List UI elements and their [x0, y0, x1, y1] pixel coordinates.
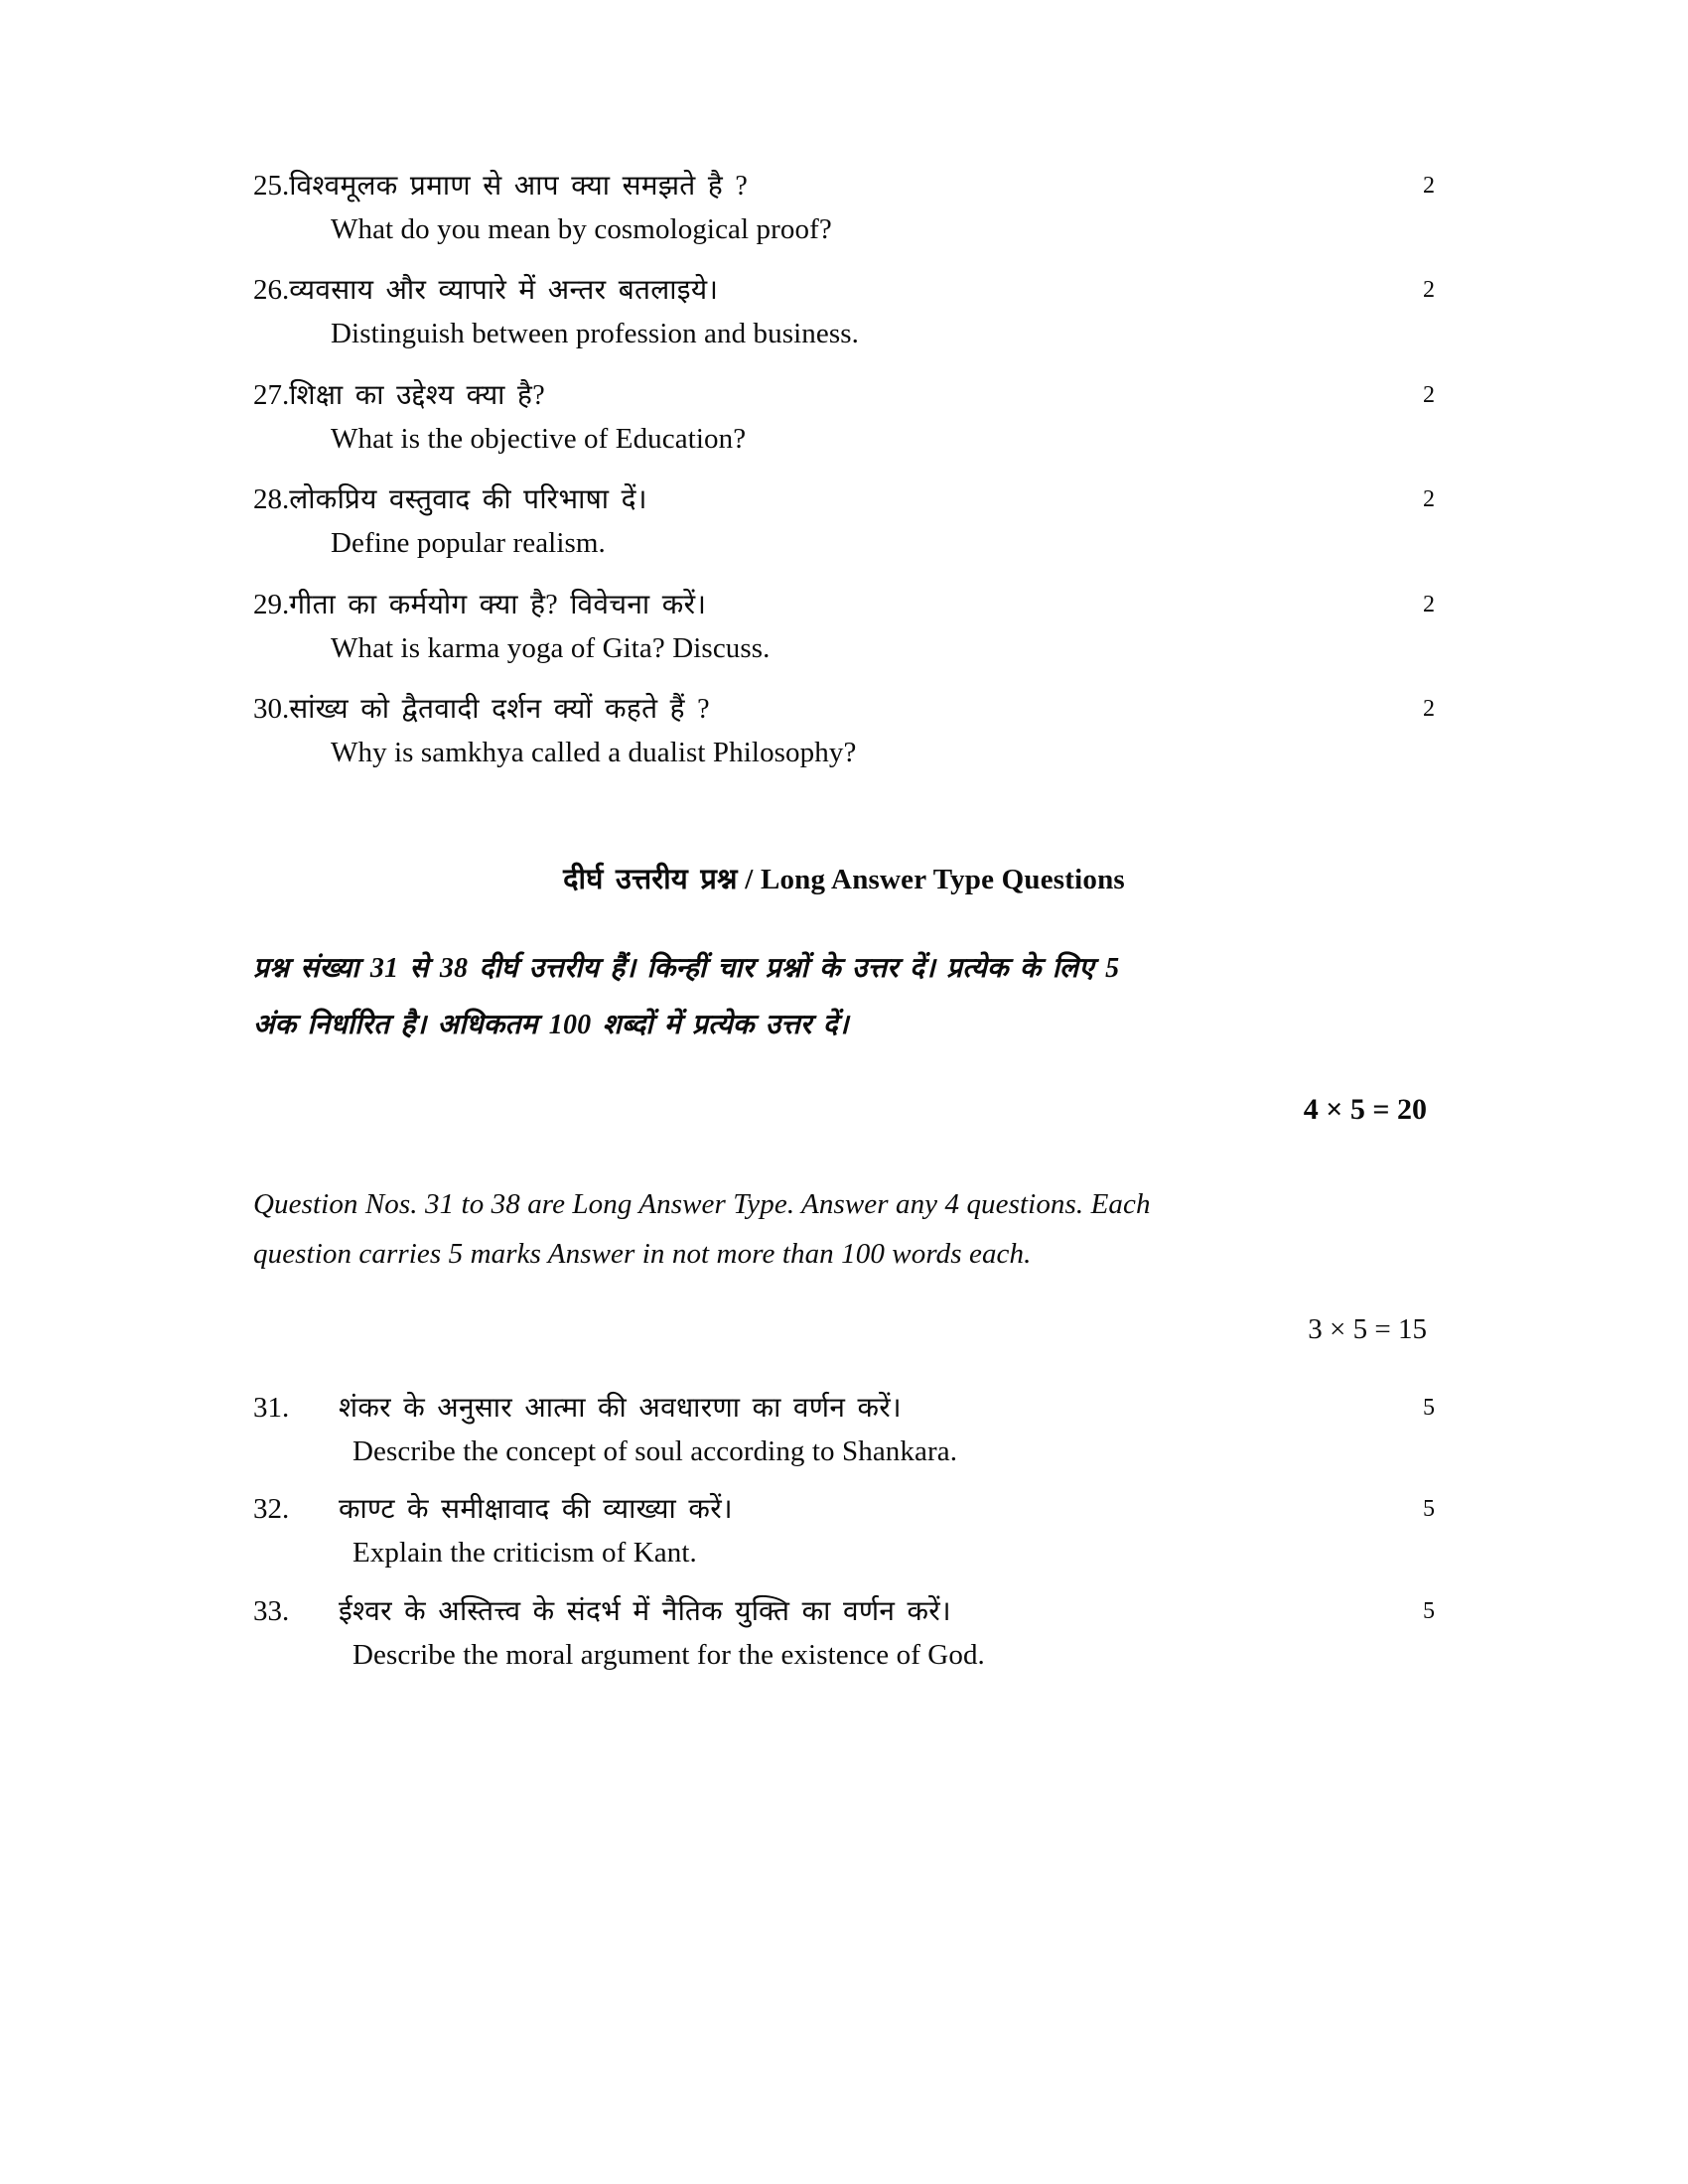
page-content — [253, 164, 1435, 1691]
question-item-26 — [253, 268, 1435, 355]
section-heading-english: Long Answer Type Questions — [760, 863, 1125, 895]
question-text-hindi: काण्ट के समीक्षावाद की व्याख्या करें। — [339, 1494, 733, 1526]
question-text-hindi: ईश्वर के अस्तित्त्व के संदर्भ में नैतिक युक्ति का वर्णन करें। — [339, 1595, 951, 1627]
question-marks: 5 — [1423, 1496, 1435, 1523]
question-text-hindi: शंकर के अनुसार आत्मा की अवधारणा का वर्णन करें। — [339, 1392, 902, 1424]
question-number: 29. — [253, 588, 290, 620]
instruction-english-line-1: Question Nos. 31 to 38 are Long Answer Type. Answer any 4 questions. Each — [253, 1188, 1151, 1221]
question-marks: 5 — [1423, 1394, 1435, 1421]
question-text-english: Define popular realism. — [331, 527, 606, 560]
question-hindi-line — [253, 268, 1435, 313]
marks-formula-long-answer-bold: 4 × 5 = 20 — [1303, 1093, 1427, 1127]
question-number: 33. — [253, 1594, 290, 1627]
question-text-hindi: विश्वमूलक प्रमाण से आप क्या समझते है ? — [289, 171, 749, 202]
question-item-32 — [253, 1487, 1435, 1574]
question-marks: 2 — [1423, 381, 1435, 408]
question-number: 31. — [253, 1391, 290, 1424]
question-marks: 2 — [1423, 173, 1435, 199]
question-hindi-line — [253, 164, 1435, 208]
question-marks: 2 — [1423, 696, 1435, 723]
question-hindi-line — [253, 373, 1435, 418]
question-marks: 2 — [1423, 277, 1435, 304]
question-item-25 — [253, 164, 1435, 251]
question-marks: 5 — [1423, 1597, 1435, 1624]
question-text-english: Describe the concept of soul according to Shankara. — [352, 1434, 958, 1467]
question-number: 26. — [253, 274, 290, 307]
question-item-27 — [253, 373, 1435, 461]
question-text-english: What is karma yoga of Gita? Discuss. — [331, 631, 771, 664]
section-heading-separator: / — [737, 863, 761, 895]
question-text-hindi: शिक्षा का उद्देश्य क्या है? — [289, 379, 545, 411]
question-text-hindi: लोकप्रिय वस्तुवाद की परिभाषा दें। — [289, 484, 647, 516]
question-text-english: What do you mean by cosmological proof? — [331, 212, 832, 245]
question-hindi-line — [253, 1589, 1435, 1634]
question-hindi-line — [253, 1386, 1435, 1431]
question-item-31 — [253, 1386, 1435, 1473]
long-answer-question-list — [253, 1386, 1435, 1677]
question-number: 28. — [253, 483, 290, 516]
question-text-hindi: सांख्य को द्वैतवादी दर्शन क्यों कहते हैं ? — [289, 694, 710, 726]
instruction-hindi-line-2: अंक निर्धारित है। अधिकतम 100 शब्दों में प्रत्येक उत्तर दें। — [253, 1010, 849, 1041]
instruction-english-line-2: question carries 5 marks Answer in not more than 100 words each. — [253, 1238, 1032, 1271]
question-hindi-line — [253, 1487, 1435, 1532]
question-text-english: Why is samkhya called a dualist Philosophy? — [331, 737, 857, 769]
question-number: 32. — [253, 1493, 290, 1526]
question-item-29 — [253, 583, 1435, 670]
question-text-hindi: व्यवसाय और व्यापारे में अन्तर बतलाइये। — [289, 275, 719, 307]
spacer — [253, 1127, 1435, 1180]
section-heading-hindi: दीर्घ उत्तरीय प्रश्न — [563, 863, 738, 895]
question-item-28 — [253, 478, 1435, 565]
marks-formula-long-answer-plain: 3 × 5 = 15 — [1308, 1312, 1427, 1345]
short-answer-question-list — [253, 164, 1435, 775]
question-text-hindi: गीता का कर्मयोग क्या है? विवेचना करें। — [289, 589, 707, 620]
question-item-33 — [253, 1589, 1435, 1677]
question-number: 27. — [253, 378, 290, 411]
question-marks: 2 — [1423, 591, 1435, 617]
question-item-30 — [253, 687, 1435, 774]
question-text-english: Distinguish between profession and business. — [331, 318, 859, 350]
question-marks: 2 — [1423, 486, 1435, 513]
question-number: 25. — [253, 170, 290, 202]
instruction-block-hindi — [253, 943, 1435, 1052]
spacer — [253, 1346, 1435, 1386]
question-number: 30. — [253, 693, 290, 726]
question-hindi-line — [253, 478, 1435, 522]
section-heading — [253, 859, 1435, 897]
question-hindi-line — [253, 687, 1435, 732]
question-text-english: Describe the moral argument for the existence of God. — [352, 1638, 985, 1671]
question-text-english: What is the objective of Education? — [331, 422, 747, 455]
question-hindi-line — [253, 583, 1435, 627]
instruction-block-english — [253, 1180, 1435, 1280]
question-text-english: Explain the criticism of Kant. — [352, 1537, 697, 1570]
instruction-hindi-line-1: प्रश्न संख्या 31 से 38 दीर्घ उत्तरीय हैं। किन्हीं चार प्रश्नों के उत्तर दें। प्रत्येक के लिए 5 — [253, 952, 1120, 984]
